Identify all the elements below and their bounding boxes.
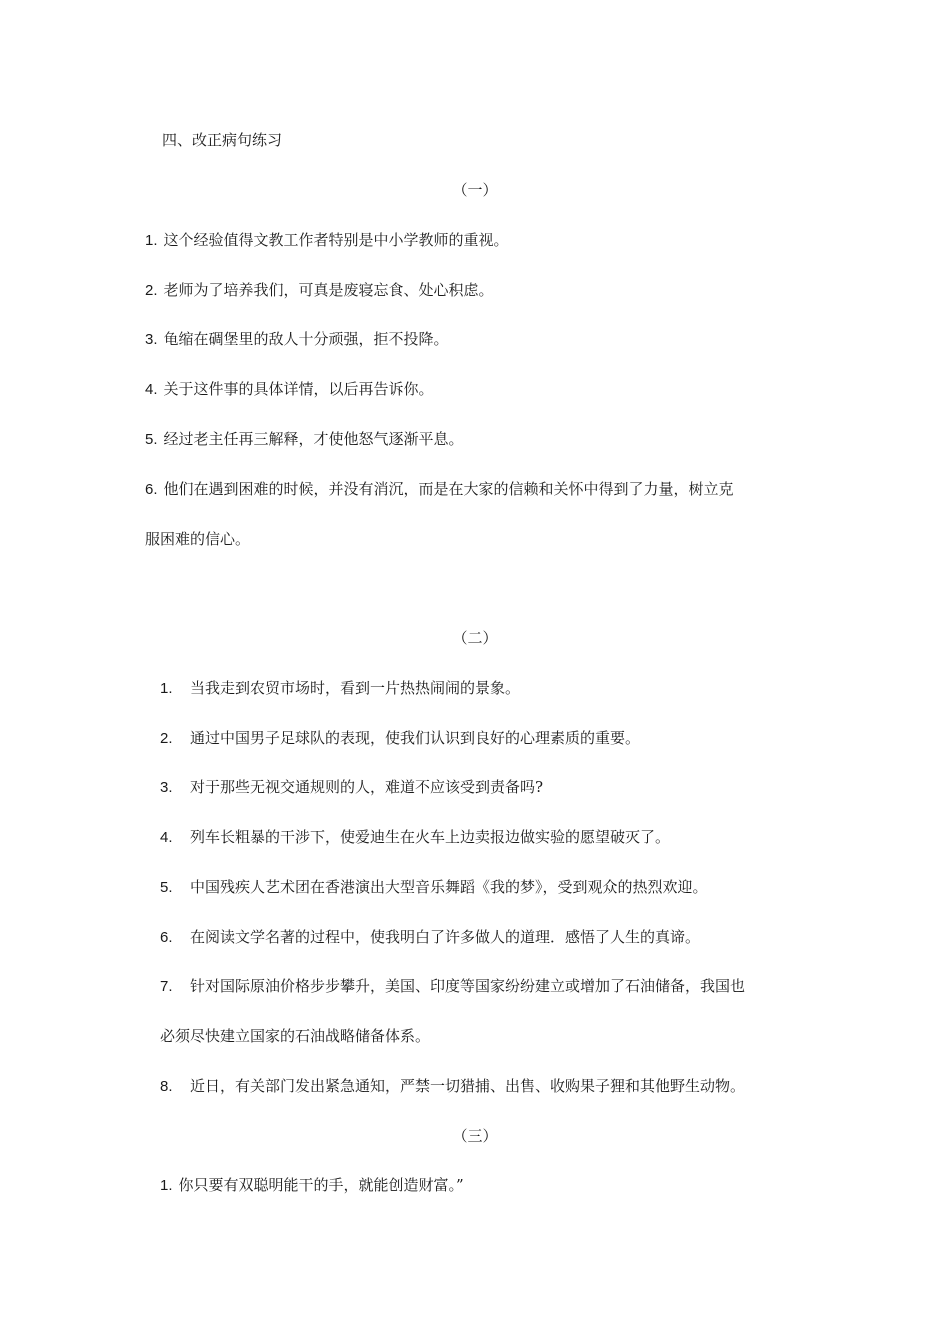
item-number: 7. [160,978,173,995]
item-text: 老师为了培养我们，可真是废寝忘食、处心积虑。 [163,281,494,299]
item-number: 2. [160,730,173,747]
section-title: （三） [452,1127,498,1145]
list-item-continuation: 服困难的信心。 [145,530,251,548]
item-number: 4. [145,381,158,398]
list-item [145,230,509,251]
item-number: 6. [145,481,158,498]
list-item [145,280,494,301]
item-number: 3. [160,779,173,796]
item-text: 近日，有关部门发出紧急通知，严禁一切猎捕、出售、收购果子狸和其他野生动物。 [190,1077,746,1095]
item-text: 对于那些无视交通规则的人，难道不应该受到责备吗? [190,778,544,796]
item-text: 这个经验值得文教工作者特别是中小学教师的重视。 [163,231,509,249]
item-number: 8. [160,1078,173,1095]
list-item [160,1175,464,1196]
page-heading: 四、改正病句练习 [162,131,283,149]
list-item [160,777,543,798]
item-number: 5. [145,431,158,448]
list-item [145,479,734,500]
section-title: （一） [452,181,498,199]
item-text: 在阅读文学名著的过程中，使我明白了许多做人的道理．感悟了人生的真谛。 [190,928,701,946]
item-text: 通过中国男子足球队的表现，使我们认识到良好的心理素质的重要。 [190,729,641,747]
item-number: 1. [160,680,173,697]
list-item [160,877,708,898]
item-number: 5. [160,879,173,896]
item-text: 他们在遇到困难的时候，并没有消沉，而是在大家的信赖和关怀中得到了力量，树立克 [163,480,734,498]
list-item-continuation: 必须尽快建立国家的石油战略储备体系。 [160,1027,431,1045]
list-item [160,927,700,948]
item-text: 关于这件事的具体详情，以后再告诉你。 [163,380,434,398]
list-item [145,379,434,400]
item-text: 中国残疾人艺术团在香港演出大型音乐舞蹈《我的梦》，受到观众的热烈欢迎。 [190,878,708,896]
item-text: 列车长粗暴的干涉下，使爱迪生在火车上边卖报边做实验的愿望破灭了。 [190,828,671,846]
list-item [160,678,520,699]
section-title: （二） [452,629,498,647]
item-text: 针对国际原油价格步步攀升，美国、印度等国家纷纷建立或增加了石油储备，我国也 [190,977,746,995]
list-item [160,728,640,749]
item-number: 2. [145,282,158,299]
item-text: 龟缩在碉堡里的敌人十分顽强，拒不投降。 [163,330,449,348]
list-item [160,827,670,848]
item-text: 你只要有双聪明能干的手，就能创造财富。” [178,1176,464,1194]
item-number: 4. [160,829,173,846]
list-item [160,1076,745,1097]
item-number: 6. [160,929,173,946]
list-item [145,329,449,350]
item-text: 经过老主任再三解释，才使他怒气逐渐平息。 [163,430,464,448]
item-number: 3. [145,331,158,348]
list-item [160,976,745,997]
item-text: 当我走到农贸市场时，看到一片热热闹闹的景象。 [190,679,521,697]
item-number: 1. [145,232,158,249]
item-number: 1. [160,1177,173,1194]
list-item [145,429,464,450]
